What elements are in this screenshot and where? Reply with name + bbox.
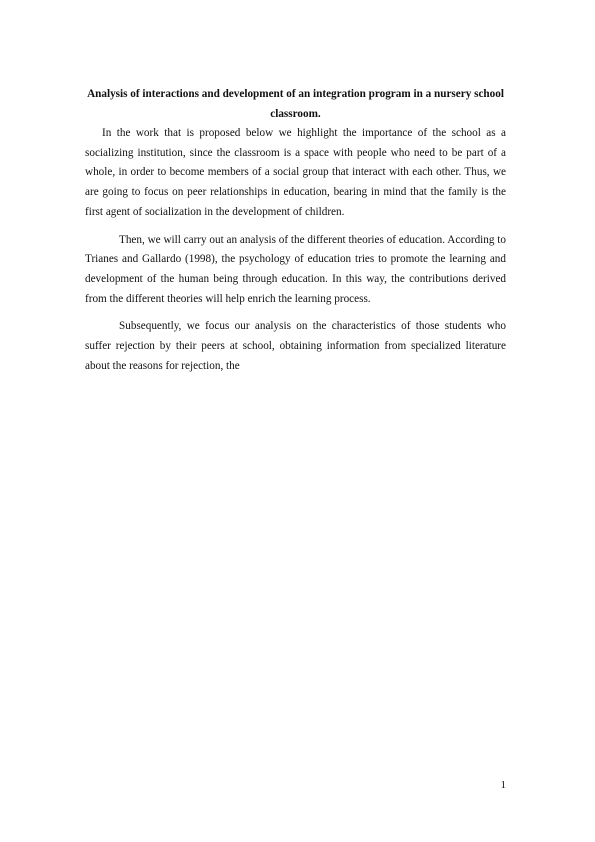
paragraph-introduction: In the work that is proposed below we highlight the importance of the school as a socializing institution, since the classroom is a space with people who need to be part of a whole, in order to become members of a social group that interact with each other. Thus, we are going to focus on peer relationships in education, bearing in mind that the family is the first agent of socialization in the development of children. <box>85 127 506 218</box>
paragraph-theories: Then, we will carry out an analysis of the different theories of education. According to Trianes and Gallardo (1998), the psychology of education tries to promote the learning and development of the human being through education. In this way, the contributions derived from the different theories will help enrich the learning process. <box>85 233 506 305</box>
paragraph-rejection: Subsequently, we focus our analysis on the characteristics of those students who suffer rejection by their peers at school, obtaining information from specialized literature about the reasons for rejection, the <box>85 320 506 372</box>
document-page <box>85 85 506 376</box>
page-number: 1 <box>500 779 506 791</box>
document-title: Analysis of interactions and development of an integration program in a nursery school classroom. <box>87 88 504 120</box>
